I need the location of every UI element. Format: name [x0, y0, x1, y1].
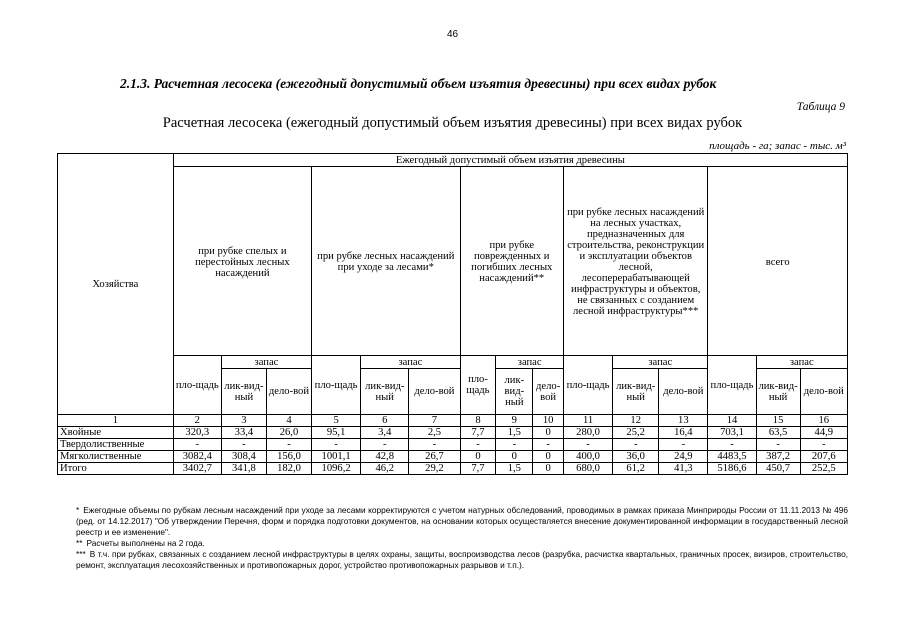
section-heading: 2.1.3. Расчетная лесосека (ежегодный допустимый объем изъятия древесины) при всех видах рубок	[120, 76, 717, 91]
table-cell: 0	[533, 463, 564, 475]
header-commercial: дело-вой	[533, 369, 564, 415]
column-number: 10	[533, 415, 564, 427]
header-liquid: лик-вид-ный	[361, 369, 409, 415]
table-cell: 341,8	[221, 463, 266, 475]
table-row	[58, 439, 848, 451]
header-liquid: лик-вид-ный	[221, 369, 266, 415]
table-cell: -	[563, 439, 612, 451]
table-cell: 42,8	[361, 451, 409, 463]
table-cell: 25,2	[613, 427, 659, 439]
table-cell: 46,2	[361, 463, 409, 475]
table-cell: 5186,6	[708, 463, 756, 475]
header-liquid: лик-вид-ный	[496, 369, 533, 415]
header-liquid: лик-вид-ный	[756, 369, 800, 415]
table-cell: 387,2	[756, 451, 800, 463]
table-cell: -	[266, 439, 311, 451]
table-cell: 1096,2	[312, 463, 361, 475]
footnote-mark: **	[76, 538, 83, 548]
table-cell: 29,2	[409, 463, 460, 475]
header-commercial: дело-вой	[659, 369, 708, 415]
table-cell: 207,6	[800, 451, 847, 463]
table-cell: 36,0	[613, 451, 659, 463]
table-cell: -	[533, 439, 564, 451]
table-cell: 4483,5	[708, 451, 756, 463]
table-cell: 450,7	[756, 463, 800, 475]
header-area: пло-щадь	[312, 356, 361, 415]
table-cell: 33,4	[221, 427, 266, 439]
column-number: 5	[312, 415, 361, 427]
footnote-mark: ***	[76, 549, 86, 559]
header-commercial: дело-вой	[266, 369, 311, 415]
table-cell: 26,0	[266, 427, 311, 439]
table-cell: 41,3	[659, 463, 708, 475]
table-cell: 44,9	[800, 427, 847, 439]
header-liquid: лик-вид-ный	[613, 369, 659, 415]
table-cell: 680,0	[563, 463, 612, 475]
footnote	[76, 505, 848, 538]
allowable-cut-table	[57, 153, 848, 475]
column-number: 3	[221, 415, 266, 427]
header-stock: запас	[361, 356, 460, 369]
table-cell: 1001,1	[312, 451, 361, 463]
table-cell: -	[708, 439, 756, 451]
table-cell: 24,9	[659, 451, 708, 463]
table-body	[58, 427, 848, 475]
table-cell: -	[800, 439, 847, 451]
header-area: пло-щадь	[563, 356, 612, 415]
column-number: 1	[58, 415, 174, 427]
header-category-total: всего	[708, 167, 848, 356]
table-cell: -	[756, 439, 800, 451]
header-commercial: дело-вой	[409, 369, 460, 415]
header-category-infrastructure: при рубке лесных насаждений на лесных участках, предназначенных для строительства, реконструкции и эксплуатации объектов лесной, лесоперерабатывающей инфраструктуры и объектов, не связанных с созданием лесной инфраструктуры***	[563, 167, 707, 356]
table-cell: 16,4	[659, 427, 708, 439]
row-label: Мягколиственные	[58, 451, 174, 463]
table-title: Расчетная лесосека (ежегодный допустимый объем изъятия древесины) при всех видах рубок	[162, 115, 743, 131]
table-cell: 26,7	[409, 451, 460, 463]
header-group: Ежегодный допустимый объем изъятия древесины	[173, 154, 847, 167]
row-label: Твердолиственные	[58, 439, 174, 451]
page-number: 46	[446, 29, 459, 40]
header-commercial: дело-вой	[800, 369, 847, 415]
table-cell: 182,0	[266, 463, 311, 475]
column-number: 14	[708, 415, 756, 427]
table-cell: 280,0	[563, 427, 612, 439]
column-number: 12	[613, 415, 659, 427]
footnote-text: Ежегодные объемы по рубкам лесным насаждений при уходе за лесами корректируются с учетом натурных обследований, проводимых в рамках приказа Минприроды России от 11.11.2013 № 496 (ред. от 14.12.2017) "Об утверждении Перечня, форм и порядка подготовки документов, на основании которых осуществляется внесение документированной информации в государственный лесной реестр и ее изменение".	[76, 505, 848, 537]
table-cell: 252,5	[800, 463, 847, 475]
table-cell: 156,0	[266, 451, 311, 463]
table-cell: 0	[460, 451, 496, 463]
table-cell: 7,7	[460, 427, 496, 439]
column-number: 4	[266, 415, 311, 427]
table-cell: 0	[533, 427, 564, 439]
column-number: 7	[409, 415, 460, 427]
header-farms: Хозяйства	[58, 154, 174, 415]
table-cell: -	[659, 439, 708, 451]
header-stock: запас	[756, 356, 847, 369]
column-number: 8	[460, 415, 496, 427]
table-row	[58, 463, 848, 475]
header-area: пло-щадь	[460, 356, 496, 415]
table-cell: -	[613, 439, 659, 451]
footnote	[76, 549, 848, 571]
table-cell: -	[409, 439, 460, 451]
header-area: пло-щадь	[708, 356, 756, 415]
column-number: 2	[173, 415, 221, 427]
table-row	[58, 451, 848, 463]
column-number: 6	[361, 415, 409, 427]
table-cell: 3402,7	[173, 463, 221, 475]
footnotes	[76, 505, 848, 571]
table-cell: -	[312, 439, 361, 451]
table-row	[58, 427, 848, 439]
footnote-text: Расчеты выполнены на 2 года.	[86, 538, 205, 548]
header-area: пло-щадь	[173, 356, 221, 415]
column-number-row	[58, 415, 848, 427]
table-cell: 3,4	[361, 427, 409, 439]
header-stock: запас	[221, 356, 311, 369]
header-category-mature: при рубке спелых и перестойных лесных насаждений	[173, 167, 311, 356]
footnote-text: В т.ч. при рубках, связанных с созданием лесной инфраструктуры в целях охраны, защиты, воспроизводства лесов (разрубка, расчистка квартальных, граничных просек, визиров, строительство, ремонт, эксплуатация лесохозяйственных и противопожарных дорог, устройство противопожарных разрывов и т.п.).	[76, 549, 848, 570]
table-cell: 2,5	[409, 427, 460, 439]
table-number: Таблица 9	[796, 101, 845, 113]
table-cell: 0	[496, 451, 533, 463]
header-stock: запас	[613, 356, 708, 369]
row-label: Итого	[58, 463, 174, 475]
row-label: Хвойные	[58, 427, 174, 439]
table-cell: 400,0	[563, 451, 612, 463]
header-stock: запас	[496, 356, 564, 369]
table-cell: -	[173, 439, 221, 451]
table-cell: 703,1	[708, 427, 756, 439]
table-cell: -	[361, 439, 409, 451]
table-cell: 1,5	[496, 427, 533, 439]
table-cell: -	[460, 439, 496, 451]
units-note: площадь - га; запас - тыс. м³	[709, 140, 846, 152]
table-cell: 320,3	[173, 427, 221, 439]
column-number: 16	[800, 415, 847, 427]
footnote-mark: *	[76, 505, 80, 515]
table-cell: 3082,4	[173, 451, 221, 463]
column-number: 9	[496, 415, 533, 427]
header-category-thinning: при рубке лесных насаждений при уходе за лесами*	[312, 167, 461, 356]
table-cell: 61,2	[613, 463, 659, 475]
table-cell: 95,1	[312, 427, 361, 439]
column-number: 15	[756, 415, 800, 427]
table-cell: -	[221, 439, 266, 451]
footnote	[76, 538, 848, 549]
column-number: 11	[563, 415, 612, 427]
table-cell: 0	[533, 451, 564, 463]
table-cell: 308,4	[221, 451, 266, 463]
table-cell: 1,5	[496, 463, 533, 475]
table-cell: 7,7	[460, 463, 496, 475]
column-number: 13	[659, 415, 708, 427]
table-cell: -	[496, 439, 533, 451]
table-cell: 63,5	[756, 427, 800, 439]
header-category-damaged: при рубке поврежденных и погибших лесных насаждений**	[460, 167, 563, 356]
